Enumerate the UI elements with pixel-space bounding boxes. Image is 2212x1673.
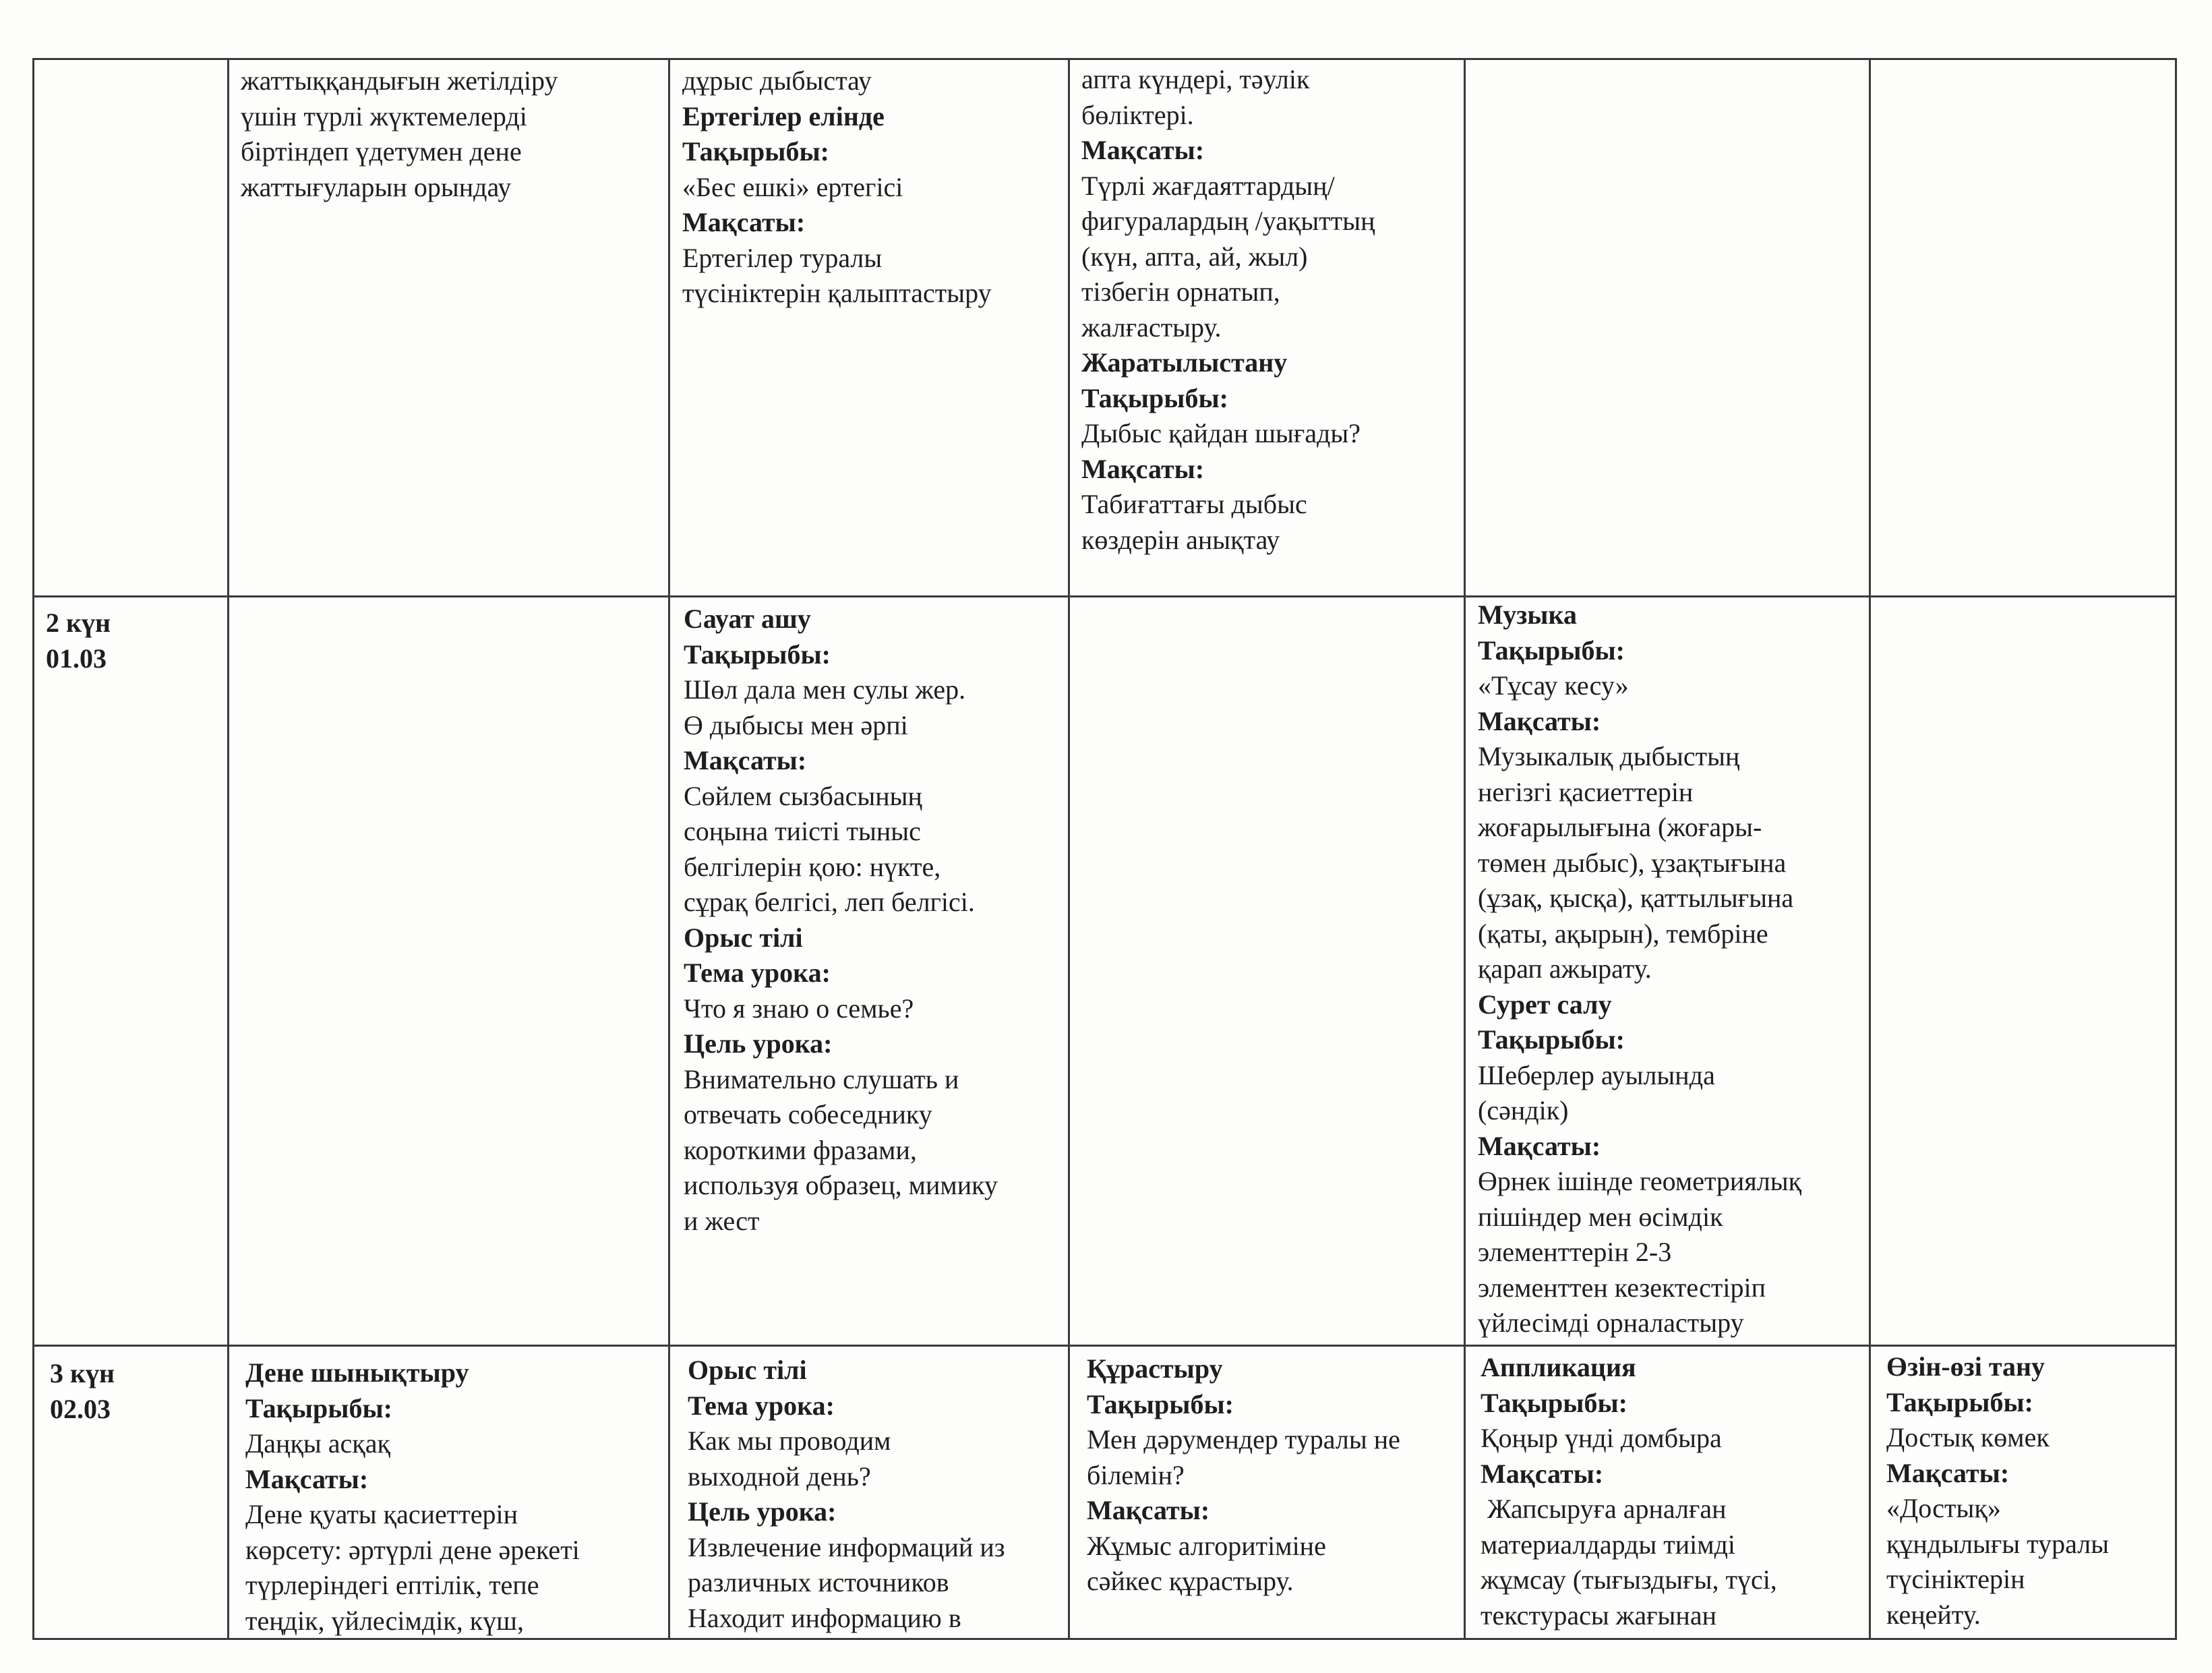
cell-text-line: короткими фразами,	[684, 1134, 917, 1165]
table-left-border	[32, 58, 34, 1640]
row2-col3-cell	[684, 601, 1065, 1239]
cell-text-line: көздерін анықтау	[1081, 524, 1280, 555]
cell-heading-line: Мақсаты:	[1478, 705, 1601, 736]
cell-text-line: Внимательно слушать и	[684, 1063, 959, 1094]
row3-day-cell	[50, 1356, 222, 1427]
cell-text-line: (сәндік)	[1478, 1095, 1569, 1125]
cell-heading-line: Мақсаты:	[1481, 1458, 1604, 1489]
row1-col4-cell	[1081, 62, 1459, 558]
cell-heading-line: Тақырыбы:	[1087, 1388, 1234, 1419]
cell-heading-line: Мақсаты:	[245, 1463, 369, 1494]
row-divider-2	[32, 1345, 2177, 1347]
cell-heading-line: 2 күн	[46, 608, 111, 638]
cell-heading-line: Мақсаты:	[684, 745, 807, 775]
cell-heading-line: Орыс тілі	[688, 1355, 807, 1385]
cell-text-line: үшін түрлі жүктемелерді	[241, 100, 527, 131]
cell-text-line: біртіндеп үдетумен дене	[241, 136, 522, 167]
cell-text-line: Извлечение информаций из	[688, 1531, 1005, 1562]
cell-heading-line: Тақырыбы:	[245, 1392, 392, 1423]
cell-text-line: и жест	[684, 1205, 760, 1236]
cell-text-line: түрлеріндегі ептілік, тепе	[245, 1570, 539, 1600]
cell-text-line: «Тұсау кесу»	[1478, 670, 1629, 701]
cell-text-line: пішіндер мен өсімдік	[1478, 1201, 1723, 1232]
cell-heading-line: Мақсаты:	[1081, 453, 1205, 484]
cell-heading-line: Цель урока:	[684, 1028, 833, 1059]
cell-heading-line: Тақырыбы:	[1478, 1024, 1625, 1055]
row1-col3-cell	[682, 63, 1063, 312]
cell-heading-line: Мақсаты:	[1886, 1457, 2010, 1488]
table-right-border	[2175, 58, 2177, 1640]
row3-col3-cell	[688, 1353, 1065, 1636]
cell-text-line: Жұмыс алгоритіміне	[1087, 1530, 1326, 1561]
cell-text-line: жалғастыру.	[1081, 312, 1222, 343]
row1-col2-cell	[241, 63, 662, 205]
column-divider-1	[227, 58, 229, 1640]
cell-text-line: тізбегін орнатып,	[1081, 276, 1280, 307]
cell-text-line: жоғарылығына (жоғары-	[1478, 812, 1762, 842]
column-divider-5	[1869, 58, 1871, 1640]
cell-heading-line: Тема урока:	[688, 1390, 835, 1421]
row3-col6-cell	[1886, 1349, 2173, 1633]
cell-text-line: Жапсыруға арналған	[1481, 1494, 1727, 1524]
cell-text-line: кеңейту.	[1886, 1599, 1981, 1630]
cell-text-line: сәйкес құрастыру.	[1087, 1566, 1294, 1596]
cell-text-line: (қаты, ақырын), тембріне	[1478, 918, 1768, 949]
cell-text-line: текстурасы жағынан	[1481, 1599, 1716, 1631]
cell-heading-line: Тақырыбы:	[1478, 635, 1625, 666]
cell-text-line: білемін?	[1087, 1459, 1185, 1490]
cell-text-line: түсініктерін қалыптастыру	[682, 278, 992, 308]
cell-text-line: Табиғаттағы дыбыс	[1081, 489, 1307, 519]
row2-col5-cell	[1478, 597, 1865, 1341]
cell-heading-line: Мақсаты:	[1087, 1495, 1210, 1525]
cell-text-line: Находит информацию в	[688, 1602, 961, 1633]
cell-text-line: Что я знаю о семье?	[684, 993, 914, 1024]
cell-text-line: элементтерін 2-3	[1478, 1237, 1672, 1267]
cell-text-line: Даңқы асқақ	[245, 1428, 390, 1459]
cell-text-line: белгілерін қою: нүкте,	[684, 851, 941, 882]
cell-text-line: «Достық»	[1886, 1493, 2001, 1523]
cell-heading-line: Тақырыбы:	[684, 639, 831, 670]
cell-text-line: Түрлі жағдаяттардың/	[1081, 170, 1335, 201]
cell-text-line: көрсету: әртүрлі дене әрекеті	[245, 1534, 580, 1565]
cell-text-line: используя образец, мимику	[684, 1170, 998, 1200]
cell-text-line: бөліктері.	[1081, 99, 1194, 130]
column-divider-3	[1068, 58, 1070, 1640]
cell-text-line: отвечать собеседнику	[684, 1099, 932, 1129]
row3-col5-cell	[1481, 1350, 1865, 1633]
cell-text-line: құндылығы туралы	[1886, 1528, 2110, 1559]
cell-text-line: Достық көмек	[1886, 1422, 2050, 1452]
cell-heading-line: Тақырыбы:	[1081, 382, 1228, 413]
cell-text-line: түсініктерін	[1886, 1564, 2025, 1594]
cell-heading-line: 02.03	[50, 1393, 111, 1424]
cell-heading-line: Құрастыру	[1087, 1353, 1223, 1384]
column-divider-4	[1464, 58, 1466, 1640]
cell-heading-line: 3 күн	[50, 1358, 115, 1388]
cell-heading-line: Мақсаты:	[1478, 1130, 1601, 1161]
cell-text-line: Қоңыр үнді домбыра	[1481, 1423, 1722, 1453]
cell-text-line: Как мы проводим	[688, 1426, 891, 1456]
cell-text-line: материалдарды тиімді	[1481, 1529, 1736, 1560]
cell-text-line: выходной день?	[688, 1461, 871, 1492]
cell-text-line: Шеберлер ауылында	[1478, 1059, 1715, 1090]
cell-text-line: қарап ажырату.	[1478, 953, 1652, 984]
row2-day-cell	[46, 606, 221, 676]
cell-text-line: соңына тиісті тыныс	[684, 816, 921, 846]
cell-text-line: Ө дыбысы мен әрпі	[684, 709, 908, 740]
cell-text-line: дұрыс дыбыстау	[682, 65, 872, 96]
cell-text-line: Шөл дала мен сулы жер.	[684, 674, 966, 705]
cell-heading-line: Мақсаты:	[682, 207, 806, 237]
cell-heading-line: Орыс тілі	[684, 922, 803, 953]
cell-text-line: различных источников	[688, 1567, 949, 1597]
cell-text-line: сұрақ белгісі, леп белгісі.	[684, 887, 975, 917]
cell-text-line: Мен дәрумендер туралы не	[1087, 1424, 1400, 1455]
cell-heading-line: Өзін-өзі тану	[1886, 1351, 2045, 1382]
cell-text-line: жаттыққандығын жетілдіру	[241, 65, 558, 96]
cell-text-line: Дене қуаты қасиеттерін	[245, 1499, 518, 1529]
cell-text-line: Өрнек ішінде геометриялық	[1478, 1166, 1801, 1196]
cell-text-line: үйлесімді орналастыру	[1478, 1308, 1744, 1338]
cell-text-line: негізгі қасиеттерін	[1478, 776, 1694, 807]
cell-text-line: төмен дыбыс), ұзақтығына	[1478, 847, 1787, 878]
cell-heading-line: Сурет салу	[1478, 989, 1612, 1020]
cell-heading-line: Музыка	[1478, 599, 1577, 630]
cell-heading-line: Цель урока:	[688, 1496, 837, 1527]
cell-text-line: теңдік, үйлесімдік, күш,	[245, 1605, 524, 1636]
cell-heading-line: Тақырыбы:	[1886, 1386, 2033, 1417]
row3-col4-cell	[1087, 1351, 1461, 1599]
table-top-border	[32, 58, 2177, 60]
cell-heading-line: Ертегілер елінде	[682, 100, 885, 131]
cell-text-line: апта күндері, тәулік	[1081, 64, 1310, 94]
cell-text-line: (ұзақ, қысқа), қаттылығына	[1478, 883, 1794, 913]
cell-text-line: жұмсау (тығыздығы, түсі,	[1481, 1564, 1777, 1595]
cell-heading-line: Сауат ашу	[684, 604, 811, 634]
cell-text-line: Сөйлем сызбасының	[684, 780, 922, 811]
cell-text-line: «Бес ешкі» ертегісі	[682, 171, 903, 202]
cell-heading-line: Тема урока:	[684, 958, 831, 988]
cell-text-line: (күн, апта, ай, жыл)	[1081, 241, 1308, 272]
cell-heading-line: Тақырыбы:	[1481, 1387, 1627, 1418]
cell-heading-line: 01.03	[46, 643, 107, 674]
cell-heading-line: Тақырыбы:	[682, 136, 829, 167]
column-divider-2	[668, 58, 670, 1640]
cell-text-line: фигуралардың /уақыттың	[1081, 206, 1375, 236]
cell-heading-line: Жаратылыстану	[1081, 347, 1288, 378]
cell-text-line: Музыкалық дыбыстың	[1478, 741, 1740, 771]
cell-heading-line: Дене шынықтыру	[245, 1357, 469, 1388]
cell-heading-line: Аппликация	[1481, 1352, 1636, 1382]
cell-text-line: жаттығуларын орындау	[241, 171, 512, 202]
cell-heading-line: Мақсаты:	[1081, 135, 1205, 165]
row3-col2-cell	[245, 1355, 663, 1639]
cell-text-line: Ертегілер туралы	[682, 242, 883, 273]
cell-text-line: элементтен кезектестіріп	[1478, 1272, 1766, 1303]
cell-text-line: Дыбыс қайдан шығады?	[1081, 418, 1361, 448]
